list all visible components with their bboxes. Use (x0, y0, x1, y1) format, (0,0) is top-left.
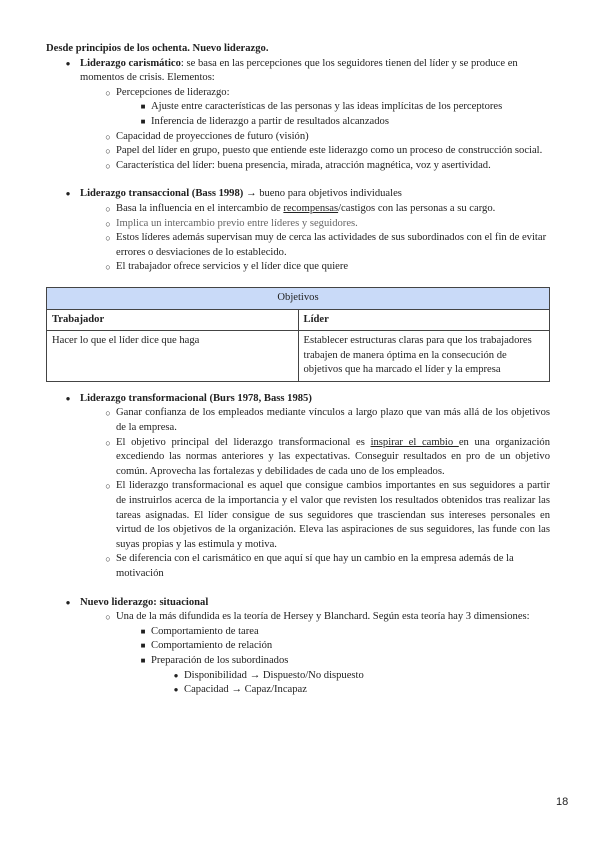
list-item (46, 639, 550, 654)
section-heading: Desde principios de los ochenta. Nuevo liderazgo. (46, 43, 269, 54)
list-item-text: Percepciones de liderazgo: (116, 86, 230, 98)
square-bullet-icon: ■ (140, 102, 146, 112)
list-item-text: Inferencia de liderazgo a partir de resultados alcanzados (151, 115, 389, 127)
table-title: Objetivos (47, 287, 550, 309)
objectives-table (46, 287, 550, 382)
text-part: en una organización excediendo las normas anteriores y las expectativas. Conseguir resultados en pro de un objetivo común. Aprovecha las fortalezas y debilidades de cada uno de los empleados. (116, 436, 550, 477)
list-item-situacional (46, 596, 550, 611)
list-item-text: Capacidad de proyecciones de futuro (visión) (116, 130, 309, 142)
underlined-term: inspirar el cambio (370, 436, 459, 448)
term-transaccional: Liderazgo transaccional (Bass 1998) (80, 188, 244, 200)
circle-bullet-icon: ○ (105, 233, 111, 244)
circle-bullet-icon: ○ (105, 262, 111, 273)
circle-bullet-icon: ○ (105, 554, 111, 565)
text-part: Basa la influencia en el intercambio de (116, 202, 284, 214)
table-header-lider: Líder (298, 309, 550, 331)
underlined-term: recompensas (283, 202, 339, 214)
table-header-trabajador: Trabajador (47, 309, 299, 331)
list-item-text: Ajuste entre características de las personas y las ideas implícitas de los perceptores (151, 101, 503, 113)
square-bullet-icon: ■ (140, 641, 146, 651)
list-item (46, 436, 550, 480)
list-item-text (116, 202, 550, 217)
list-item (46, 130, 550, 145)
list-item-text: Comportamiento de tarea (151, 625, 259, 637)
list-item-transformacional (46, 392, 550, 407)
list-item (46, 552, 550, 581)
square-bullet-icon: ■ (140, 116, 146, 126)
text-part: El objetivo principal del liderazgo transformacional es (116, 436, 371, 448)
table-cell-trabajador: Hacer lo que el líder dice que haga (47, 331, 299, 382)
text-part: /castigos con las personas a su cargo. (338, 202, 496, 214)
list-item (46, 625, 550, 640)
list-item (46, 100, 550, 115)
term-transformacional: Liderazgo transformacional (Burs 1978, Bass 1985) (80, 392, 312, 404)
definition: → bueno para objetivos individuales (243, 188, 402, 200)
term-situacional: Nuevo liderazgo: situacional (80, 596, 209, 608)
list-item (46, 654, 550, 669)
list-item (46, 683, 550, 698)
list-item-text: Estos líderes además supervisan muy de cerca las actividades de sus subordinados con el fin de evitar errores o desviaciones de lo establecido. (116, 232, 547, 258)
page-number: 18 (556, 796, 569, 808)
list-item-text: Preparación de los subordinados (151, 654, 289, 666)
list-item (46, 217, 550, 232)
list-item (46, 231, 550, 260)
list-item-text: Una de la más difundida es la teoría de Hersey y Blanchard. Según esta teoría hay 3 dimensiones: (116, 611, 530, 623)
bullet-icon: ● (65, 58, 71, 68)
circle-bullet-icon: ○ (105, 437, 111, 448)
list-item-text: El trabajador ofrece servicios y el líder dice que quiere (116, 261, 349, 273)
list-item-text (80, 187, 550, 202)
table-cell-lider: Establecer estructuras claras para que los trabajadores trabajen de manera óptima en la consecución de objetivos que ha marcado el líder y la empresa (298, 331, 550, 382)
list-item (46, 202, 550, 217)
square-bullet-icon: ■ (140, 655, 146, 665)
circle-bullet-icon: ○ (105, 146, 111, 157)
circle-bullet-icon: ○ (105, 481, 111, 492)
list-item (46, 159, 550, 174)
list-item-text (116, 436, 550, 480)
definition: : se basa en las percepciones que los seguidores tienen del líder y se produce en momentos de crisis. Elementos: (80, 57, 518, 84)
list-item-text: Papel del líder en grupo, puesto que entiende este liderazgo como un proceso de construcción social. (116, 145, 543, 157)
circle-bullet-icon: ○ (105, 612, 111, 623)
list-item-text: Capacidad → Capaz/Incapaz (184, 684, 307, 696)
term-carismatico: Liderazgo carismático (80, 57, 181, 69)
list-item (46, 144, 550, 159)
list-item-text: Se diferencia con el carismático en que aquí sí que hay un cambio en la empresa además de la motivación (116, 553, 514, 579)
list-item (46, 115, 550, 130)
list-item-text: El liderazgo transformacional es aquel que consigue cambios importantes en sus seguidores a partir de instruirlos acerca de la importancia y el valor que revisten los resultados obtenidos tras realizar las tareas asignadas. El líder consigue de sus seguidores que trasciendan sus intereses personales en virtud de los objetivos de la organización. Eleva las aspiraciones de sus seguidores, las funde con las suyas propias y las estimula y motiva. (116, 480, 550, 550)
list-item (46, 479, 550, 552)
bullet-icon: ● (65, 393, 71, 403)
list-item (46, 406, 550, 435)
document-body (46, 42, 550, 698)
circle-bullet-icon: ○ (105, 203, 111, 214)
circle-bullet-icon: ○ (105, 131, 111, 142)
list-item-transaccional (46, 187, 550, 202)
list-item (46, 610, 550, 625)
bullet-icon: ● (65, 189, 71, 199)
list-item (46, 86, 550, 101)
bullet-icon: ● (173, 685, 179, 695)
circle-bullet-icon: ○ (105, 160, 111, 171)
list-item-text: Comportamiento de relación (151, 640, 273, 652)
list-item-text: Disponibilidad → Dispuesto/No dispuesto (184, 669, 364, 681)
bullet-icon: ● (65, 597, 71, 607)
list-item-text: Ganar confianza de los empleados mediante vínculos a largo plazo que van más allá de los objetivos de la empresa. (116, 407, 550, 434)
square-bullet-icon: ■ (140, 626, 146, 636)
list-item-text: Implica un intercambio previo entre líderes y seguidores. (116, 217, 358, 229)
circle-bullet-icon: ○ (105, 87, 111, 98)
list-item-carismatico (46, 57, 550, 86)
circle-bullet-icon: ○ (105, 408, 111, 419)
circle-bullet-icon: ○ (105, 218, 111, 229)
list-item-text: Característica del líder: buena presencia, mirada, atracción magnética, voz y asertividad. (116, 159, 491, 171)
bullet-icon: ● (173, 670, 179, 680)
list-item (46, 260, 550, 275)
list-item-text (80, 57, 550, 86)
list-item (46, 669, 550, 684)
